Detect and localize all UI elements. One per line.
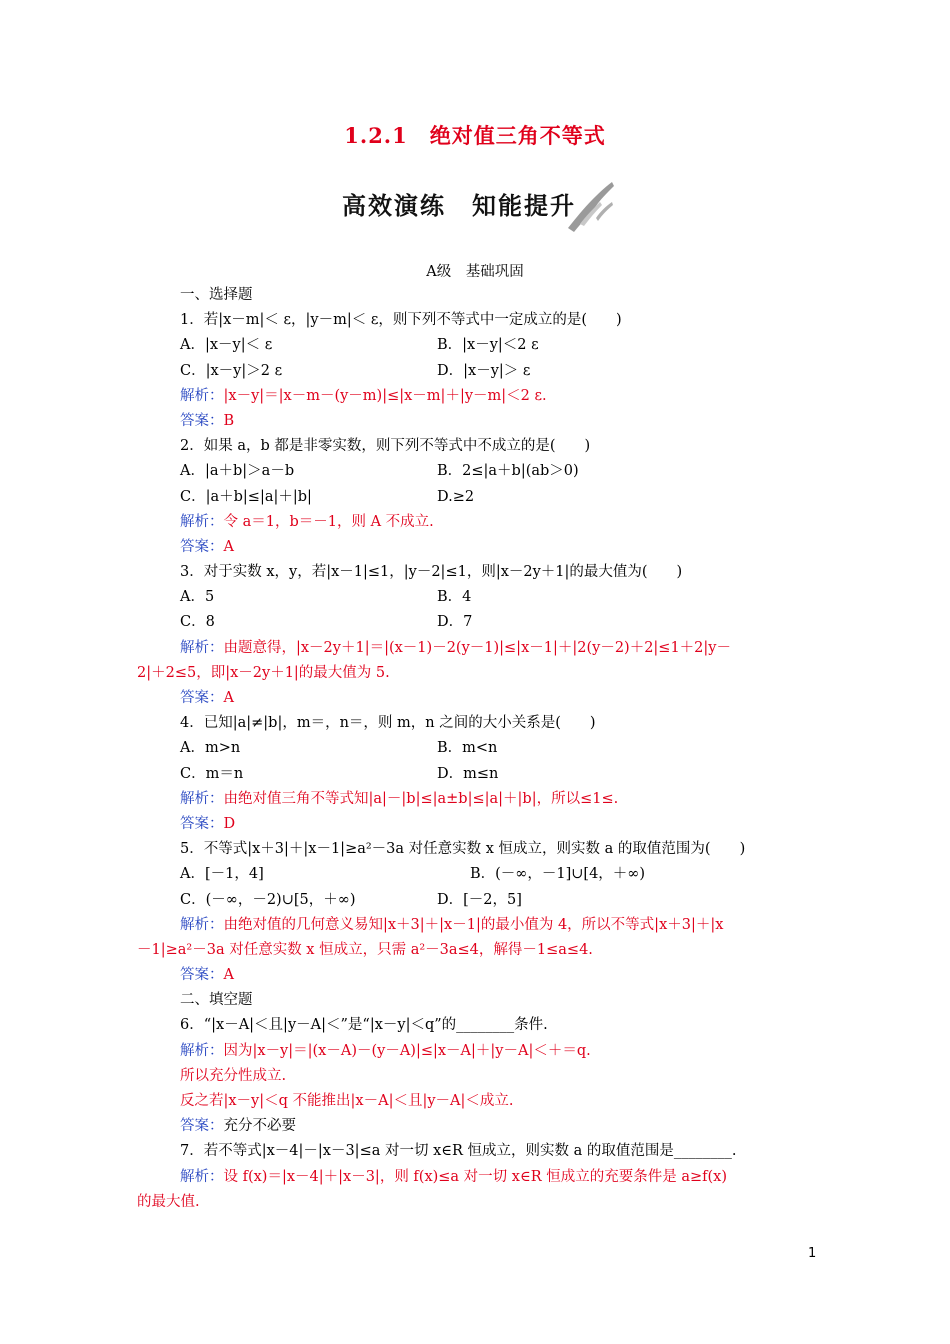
answer-label: 答案：	[180, 815, 224, 832]
option-c: C．|x－y|＞2 ε	[180, 362, 283, 379]
option-row	[137, 762, 815, 787]
analysis-text: 由绝对值的几何意义易知|x＋3|＋|x－1|的最小值为 4，所以不等式|x＋3|＋|x	[223, 916, 724, 933]
option-row	[137, 359, 815, 384]
analysis-label: 解析：	[180, 387, 224, 404]
question-stem: 4．已知|a|≠|b|，m＝，n＝，则 m，n 之间的大小关系是( )	[180, 715, 596, 732]
option-b: B．|x－y|＜2 ε	[437, 337, 539, 354]
option-c: C．8	[180, 614, 215, 631]
document-title: 1.2.1 绝对值三角不等式	[344, 123, 606, 148]
analysis-line	[137, 913, 815, 938]
analysis-label: 解析：	[180, 1042, 224, 1059]
section-heading-fill: 二、填空题	[180, 992, 253, 1009]
analysis-continuation: 2|＋2≤5，即|x－2y＋1|的最大值为 5.	[137, 664, 390, 681]
option-a: A．[－1，4]	[180, 866, 264, 883]
answer-label: 答案：	[180, 1118, 224, 1135]
analysis-line	[137, 1165, 815, 1190]
answer-text: D	[223, 815, 236, 832]
question-stem: 5．不等式|x＋3|＋|x－1|≥a²－3a 对任意实数 x 恒成立，则实数 a 的取值范围为( )	[180, 841, 746, 858]
analysis-text: 因为|x－y|＝|(x－A)－(y－A)|≤|x－A|＋|y－A|＜＋＝q.	[223, 1042, 591, 1059]
analysis-continuation: 的最大值.	[137, 1193, 200, 1210]
option-row	[137, 888, 815, 913]
analysis-label: 解析：	[180, 790, 224, 807]
option-row	[137, 610, 815, 635]
option-row	[137, 736, 815, 761]
question-stem: 6．“|x－A|＜且|y－A|＜”是“|x－y|＜q”的________条件.	[180, 1017, 548, 1034]
option-d: D．|x－y|＞ ε	[437, 362, 531, 379]
option-d: D.≥2	[437, 488, 475, 505]
analysis-line: 反之若|x－y|＜q 不能推出|x－A|＜且|y－A|＜成立.	[180, 1093, 514, 1109]
option-b: B．(－∞，－1]∪[4，＋∞)	[470, 866, 646, 883]
answer-line	[137, 812, 815, 837]
option-c: C．m＝n	[180, 765, 244, 782]
exercise-content	[137, 283, 815, 1215]
answer-line	[137, 1114, 815, 1139]
analysis-text: |x－y|＝|x－m－(y－m)|≤|x－m|＋|y－m|＜2 ε.	[223, 387, 547, 404]
analysis-label: 解析：	[180, 639, 224, 656]
answer-line	[137, 535, 815, 560]
section-banner	[336, 178, 616, 234]
analysis-text: 令 a＝1，b＝－1，则 A 不成立.	[223, 513, 434, 530]
answer-line	[137, 963, 815, 988]
analysis-text: 设 f(x)＝|x－4|＋|x－3|，则 f(x)≤a 对一切 x∈R 恒成立的充要条件是 a≥f(x)	[223, 1168, 727, 1185]
option-a: A．|x－y|＜ ε	[180, 337, 273, 354]
option-c: C．|a＋b|≤|a|＋|b|	[180, 488, 312, 505]
analysis-line	[137, 636, 815, 661]
option-a: A．|a＋b|＞a－b	[180, 463, 295, 480]
option-row	[137, 862, 815, 887]
analysis-label: 解析：	[180, 513, 224, 530]
answer-text: A	[223, 538, 234, 555]
option-a: A．5	[180, 589, 215, 606]
answer-label: 答案：	[180, 690, 224, 706]
brush-stroke-icon	[562, 178, 616, 234]
option-row	[137, 333, 815, 358]
analysis-line	[137, 1039, 815, 1064]
option-c: C．(－∞，－2)∪[5，＋∞)	[180, 891, 356, 908]
answer-line	[137, 686, 815, 711]
option-d: D．7	[437, 614, 473, 631]
option-row	[137, 485, 815, 510]
level-heading: A级 基础巩固	[426, 264, 524, 280]
analysis-line	[137, 787, 815, 812]
analysis-line	[137, 384, 815, 409]
option-row	[137, 459, 815, 484]
section-heading-choice: 一、选择题	[180, 287, 253, 303]
option-b: B．m<n	[437, 740, 498, 757]
option-d: D．m≤n	[437, 765, 499, 782]
answer-label: 答案：	[180, 412, 224, 429]
answer-text: A	[223, 690, 234, 706]
question-stem: 1．若|x－m|＜ ε，|y－m|＜ ε，则下列不等式中一定成立的是( )	[180, 312, 622, 329]
answer-label: 答案：	[180, 967, 224, 984]
option-b: B．2≤|a＋b|(ab＞0)	[437, 463, 579, 480]
analysis-label: 解析：	[180, 1168, 224, 1185]
answer-text: 充分不必要	[223, 1118, 296, 1135]
option-d: D．[－2，5]	[437, 891, 522, 908]
question-stem: 2．如果 a，b 都是非零实数，则下列不等式中不成立的是( )	[180, 438, 591, 455]
question-stem: 7．若不等式|x－4|－|x－3|≤a 对一切 x∈R 恒成立，则实数 a 的取值范围是________.	[180, 1143, 737, 1160]
analysis-line	[137, 510, 815, 535]
option-row	[137, 585, 815, 610]
option-b: B．4	[437, 589, 472, 606]
answer-text: B	[223, 412, 235, 429]
option-a: A．m>n	[180, 740, 241, 757]
answer-label: 答案：	[180, 538, 224, 555]
question-stem: 3．对于实数 x，y，若|x－1|≤1，|y－2|≤1，则|x－2y＋1|的最大值为( )	[180, 564, 683, 581]
banner-text: 高效演练 知能提升	[342, 192, 576, 220]
analysis-text: 由题意得，|x－2y＋1|＝|(x－1)－2(y－1)|≤|x－1|＋|2(y－2)＋2|≤1＋2|y－	[223, 639, 731, 656]
analysis-text: 由绝对值三角不等式知|a|－|b|≤|a±b|≤|a|＋|b|，所以≤1≤.	[223, 790, 619, 807]
page-number: 1	[808, 1246, 817, 1261]
answer-text: A	[223, 967, 234, 984]
analysis-label: 解析：	[180, 916, 224, 933]
analysis-continuation: －1|≥a²－3a 对任意实数 x 恒成立，只需 a²－3a≤4，解得－1≤a≤4.	[137, 941, 593, 958]
analysis-line: 所以充分性成立.	[180, 1067, 287, 1084]
answer-line	[137, 409, 815, 434]
